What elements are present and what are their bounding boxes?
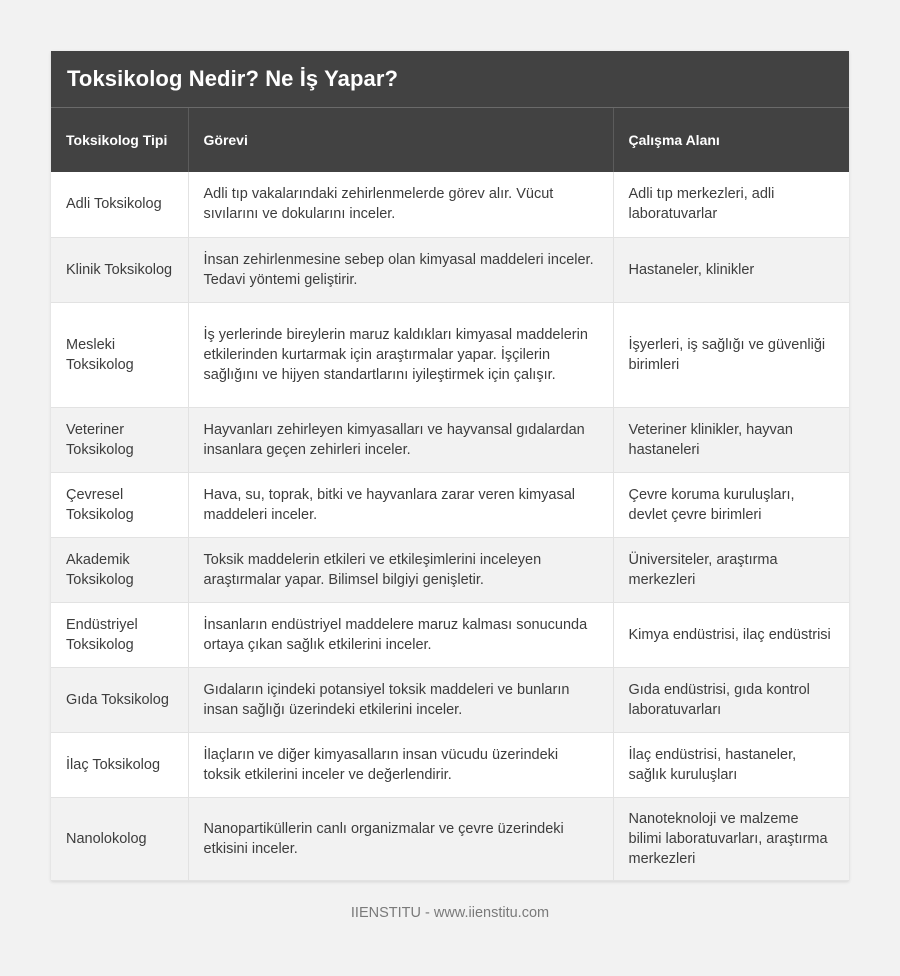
table-row bbox=[51, 237, 849, 302]
column-header-type: Toksikolog Tipi bbox=[51, 108, 188, 172]
table-row bbox=[51, 302, 849, 407]
cell-duty: İlaçların ve diğer kimyasalların insan vücudu üzerindeki toksik etkilerini inceler ve değerlendirir. bbox=[188, 732, 613, 797]
cell-type: Çevresel Toksikolog bbox=[51, 472, 188, 537]
cell-duty: İnsanların endüstriyel maddelere maruz kalması sonucunda ortaya çıkan sağlık etkilerini inceler. bbox=[188, 602, 613, 667]
cell-duty: Gıdaların içindeki potansiyel toksik maddeleri ve bunların insan sağlığı üzerindeki etkilerini inceler. bbox=[188, 667, 613, 732]
toxicologist-table-card bbox=[51, 51, 849, 881]
column-header-area: Çalışma Alanı bbox=[613, 108, 849, 172]
toxicologist-table bbox=[51, 108, 849, 881]
table-row bbox=[51, 407, 849, 472]
page-title: Toksikolog Nedir? Ne İş Yapar? bbox=[67, 66, 399, 91]
cell-area: Adli tıp merkezleri, adli laboratuvarlar bbox=[613, 172, 849, 237]
cell-area: Kimya endüstrisi, ilaç endüstrisi bbox=[613, 602, 849, 667]
cell-area: Üniversiteler, araştırma merkezleri bbox=[613, 537, 849, 602]
cell-duty: İnsan zehirlenmesine sebep olan kimyasal maddeleri inceler. Tedavi yöntemi geliştirir. bbox=[188, 237, 613, 302]
table-body bbox=[51, 172, 849, 880]
table-header bbox=[51, 108, 849, 172]
cell-duty: İş yerlerinde bireylerin maruz kaldıkları kimyasal maddelerin etkilerinden kurtarmak için araştırmalar yapar. İşçilerin sağlığını ve hijyen standartlarını iyileştirmek için çalışır. bbox=[188, 302, 613, 407]
cell-area: Veteriner klinikler, hayvan hastaneleri bbox=[613, 407, 849, 472]
cell-area: Nanoteknoloji ve malzeme bilimi laboratuvarları, araştırma merkezleri bbox=[613, 797, 849, 880]
table-row bbox=[51, 732, 849, 797]
table-row bbox=[51, 797, 849, 880]
cell-duty: Nanopartiküllerin canlı organizmalar ve çevre üzerindeki etkisini inceler. bbox=[188, 797, 613, 880]
cell-type: Mesleki Toksikolog bbox=[51, 302, 188, 407]
column-header-duty: Görevi bbox=[188, 108, 613, 172]
table-row bbox=[51, 172, 849, 237]
cell-type: Klinik Toksikolog bbox=[51, 237, 188, 302]
cell-duty: Hayvanları zehirleyen kimyasalları ve hayvansal gıdalardan insanlara geçen zehirleri inceler. bbox=[188, 407, 613, 472]
footer-credit: IIENSTITU - www.iienstitu.com bbox=[350, 905, 550, 921]
cell-duty: Hava, su, toprak, bitki ve hayvanlara zarar veren kimyasal maddeleri inceler. bbox=[188, 472, 613, 537]
cell-type: Endüstriyel Toksikolog bbox=[51, 602, 188, 667]
table-row bbox=[51, 602, 849, 667]
table-row bbox=[51, 472, 849, 537]
cell-duty: Adli tıp vakalarındaki zehirlenmelerde görev alır. Vücut sıvılarını ve dokularını inceler. bbox=[188, 172, 613, 237]
cell-area: İlaç endüstrisi, hastaneler, sağlık kuruluşları bbox=[613, 732, 849, 797]
cell-area: Gıda endüstrisi, gıda kontrol laboratuvarları bbox=[613, 667, 849, 732]
cell-type: İlaç Toksikolog bbox=[51, 732, 188, 797]
cell-duty: Toksik maddelerin etkileri ve etkileşimlerini inceleyen araştırmalar yapar. Bilimsel bilgiyi genişletir. bbox=[188, 537, 613, 602]
table-row bbox=[51, 667, 849, 732]
table-row bbox=[51, 537, 849, 602]
table-title-bar bbox=[51, 51, 849, 108]
cell-area: Hastaneler, klinikler bbox=[613, 237, 849, 302]
cell-type: Veteriner Toksikolog bbox=[51, 407, 188, 472]
table-header-row bbox=[51, 108, 849, 172]
cell-type: Akademik Toksikolog bbox=[51, 537, 188, 602]
cell-type: Adli Toksikolog bbox=[51, 172, 188, 237]
cell-type: Nanolokolog bbox=[51, 797, 188, 880]
cell-area: Çevre koruma kuruluşları, devlet çevre birimleri bbox=[613, 472, 849, 537]
cell-type: Gıda Toksikolog bbox=[51, 667, 188, 732]
cell-area: İşyerleri, iş sağlığı ve güvenliği birimleri bbox=[613, 302, 849, 407]
